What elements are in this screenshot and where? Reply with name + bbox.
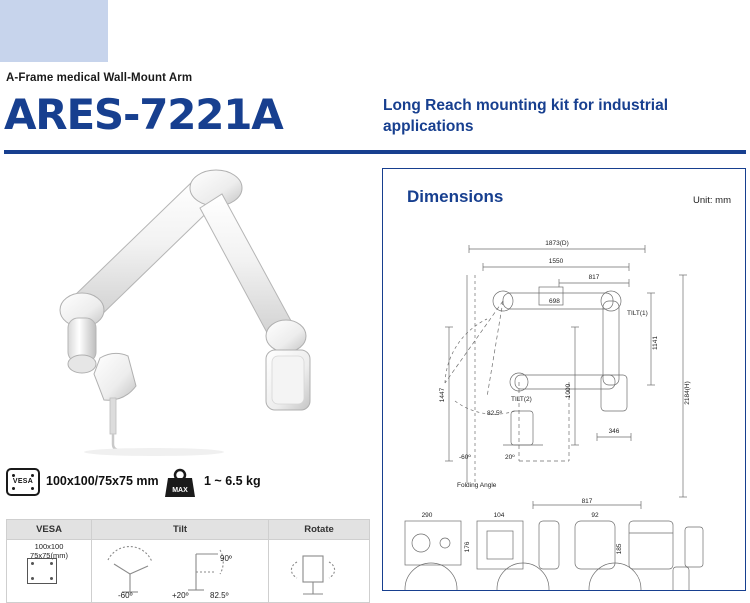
product-tagline: Long Reach mounting kit for industrial applications: [383, 97, 669, 135]
dim-tilt1: TILT(1): [627, 310, 648, 317]
vesa-spec-value: 100x100/75x75 mm: [46, 474, 159, 488]
tilt-value-82-5: 82.5º: [210, 591, 229, 600]
vesa-size-line2: 75x75(mm): [30, 551, 68, 561]
cell-vesa: [7, 540, 92, 603]
vesa-size-line1: 100x100: [34, 542, 64, 551]
dim-small-698: 698: [549, 298, 560, 305]
product-photo: [4, 160, 370, 460]
decorative-corner-block: [0, 0, 108, 62]
table-header-vesa: VESA: [7, 520, 92, 540]
dim-height-1000: 1000: [565, 383, 572, 399]
dim-w-104: 104: [493, 512, 505, 519]
weight-icon-max-text: MAX: [172, 487, 188, 494]
spec-summary-row: [6, 466, 370, 508]
dim-height-1447: 1447: [439, 387, 446, 403]
rotate-diagram: [269, 540, 369, 600]
vesa-icon-label: VESA: [12, 478, 34, 485]
header-divider: [4, 150, 746, 154]
dim-w-176: 176: [464, 541, 471, 553]
weight-spec-value: 1 ~ 6.5 kg: [204, 474, 261, 488]
tilt-value-90: 90º: [220, 554, 232, 563]
dim-w-185: 185: [616, 543, 623, 555]
table-header-rotate: Rotate: [269, 520, 370, 540]
product-illustration: [4, 160, 370, 460]
dimensions-title: Dimensions: [407, 187, 504, 206]
product-subtitle: A-Frame medical Wall-Mount Arm: [6, 72, 193, 84]
dimensions-unit: Unit: mm: [693, 195, 731, 206]
dim-span-817-top: 817: [588, 274, 600, 281]
table-header-row: [7, 520, 370, 540]
dim-span-817-bottom: 817: [581, 498, 593, 505]
dimensions-panel: [382, 168, 746, 591]
cell-rotate: [269, 540, 370, 603]
dim-w-290: 290: [421, 512, 433, 519]
feature-table: [6, 519, 370, 603]
table-header-tilt: Tilt: [92, 520, 269, 540]
dim-angle-82-5: 82.5º: [487, 410, 503, 417]
vesa-mini-icon: [27, 558, 57, 584]
vesa-icon: [6, 468, 40, 496]
dim-folding-angle: Folding Angle: [457, 482, 497, 489]
dim-overall-depth: 1873(D): [545, 240, 569, 247]
cell-tilt: [92, 540, 269, 603]
dim-depth-346: 346: [608, 428, 620, 435]
dim-w-92: 92: [591, 512, 599, 519]
product-model-title: ARES-7221A: [4, 90, 283, 139]
table-row: [7, 540, 370, 603]
dim-angle-20: 20º: [505, 454, 515, 461]
dim-height-2184: 2184(H): [684, 381, 691, 405]
dim-tilt2: TILT(2): [511, 396, 532, 403]
dim-angle-60: -60º: [459, 454, 471, 461]
dim-span-1550: 1550: [548, 258, 564, 265]
dim-height-1141: 1141: [652, 336, 659, 350]
dimensions-drawing: [383, 215, 745, 590]
weight-icon: [161, 466, 199, 500]
tilt-value-minus60: -60º: [118, 591, 133, 600]
tilt-value-plus20: +20º: [172, 591, 189, 600]
